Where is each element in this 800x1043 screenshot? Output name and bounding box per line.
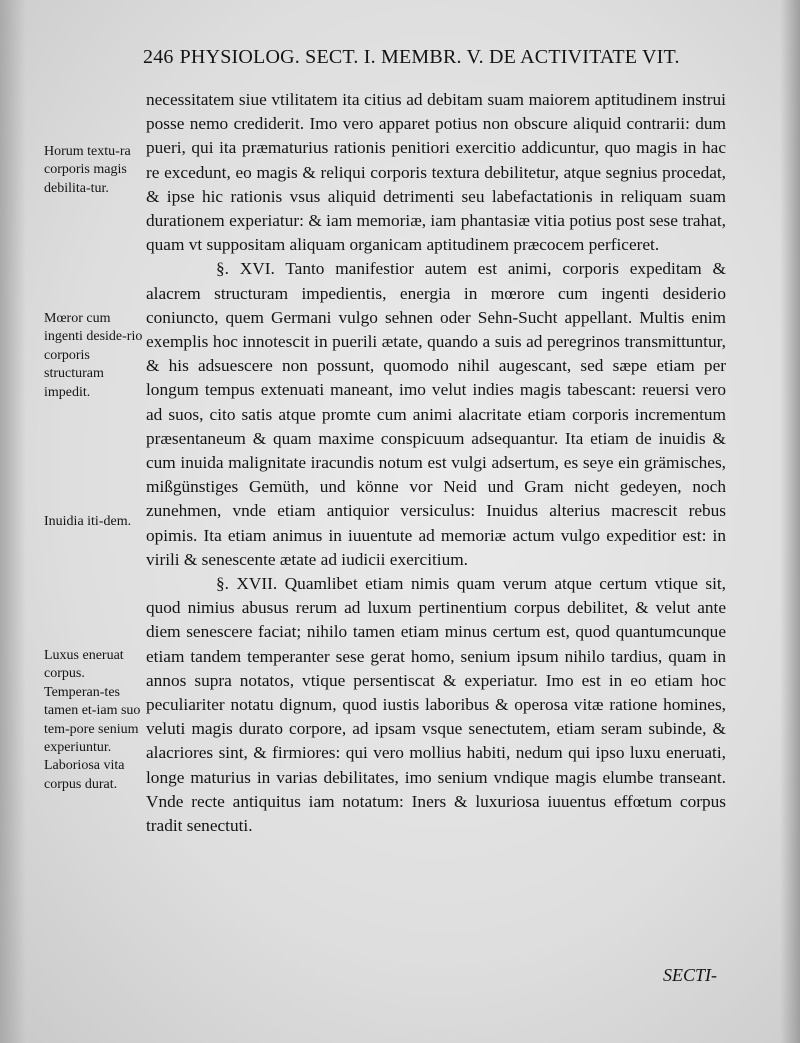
margin-note: Mœror cum ingenti deside-rio corporis structuram impedit.: [44, 311, 143, 400]
margin-note: Luxus eneruat corpus. Temperan-tes tamen et-iam suo tem-pore senium experiuntur. Laboriosa vita corpus durat.: [44, 648, 141, 792]
paragraph: §. XVI. Tanto manifestior autem est animi, corporis expeditam & alacrem structuram impedientis, energia in mœrore cum ingenti desiderio coniuncto, quem Germani vulgo sehnen oder Sehn-Sucht appellant. Multis enim exemplis hoc innotescit in puerili ætate, quando a suis ad peregrinos transmittuntur, & his adsuescere non possunt, quomodo nihil augescant, sed sæpe etiam per longum tempus extenuati maneant, imo velut indies magis tabescant: reuersi vero ad suos, cito satis atque promte cum animi alacritate etiam corporis incrementum præsentaneum & quam maxime conspicuum adsequantur. Ita etiam de inuidis & cum inuida malignitate iracundis notum est vulgi adsertum, es seye ein grämisches, mißgünstiges Gemüth, und könne vor Neid und Gram nicht gedeyen, noch zunehmen, vnde etiam antiquior versiculus: Inuidus alterius macrescit rebus opimis. Ita etiam animus in iuuentute ad memoriæ actum vulgo expeditior est: in virili & senescente ætate ad iudicii exercitium.: [146, 259, 726, 569]
running-header: [143, 46, 718, 69]
catchword: SECTI-: [663, 965, 717, 985]
paragraph: §. XVII. Quamlibet etiam nimis quam verum atque certum vtique sit, quod nimius abusus rerum ad luxum pertinentium corpus debilitet, & velut ante diem senescere faciat; nihilo tamen etiam minus certum est, quod quantumcunque etiam tandem temperanter sese gerat homo, senium ipsum nihilo tardius, quam in annos supra notatos, vtique persentiscat & experiatur. Imo est in eo etiam hoc peculiariter notatu dignum, quod iustis laboribus & operosa vitæ ratione homines, veluti magis durato corpore, ad ipsam vsque senectutem, etiam seram subinde, & alacriores sint, & firmiores: qui vero mollius habiti, nedum qui ipso luxu eneruati, longe maturius in varias debilitates, imo senium vndique magis elumbe transeant. Vnde recte antiquitus iam notatum: Iners & luxuriosa iuuentus effœtum corpus tradit senectuti.: [146, 574, 726, 836]
page-gutter-shadow: [0, 0, 26, 1043]
running-title: PHYSIOLOG. SECT. I. MEMBR. V. DE ACTIVITATE VIT.: [179, 46, 680, 68]
body-text: [146, 88, 726, 838]
page-edge-shadow: [780, 0, 800, 1043]
paragraph: necessitatem siue vtilitatem ita citius ad debitam suam maiorem aptitudinem instrui posse nemo crediderit. Imo vero apparet potius non obscure aliquid contrarii: dum pueri, qui ita præmaturius rationis penitiori exercitio addicuntur, quo magis in hac re excedunt, eo magis & reliqui corporis textura debilitetur, atque segnius procedat, & ipse hic rationis vsus aliquid detrimenti seu labefactationis in reliquam suam durationem experiatur: & iam memoriæ, iam phantasiæ vitia potius post sese trahat, quam vt suppositam aliquam organicam aptitudinem præcocem perficeret.: [146, 90, 726, 255]
margin-note: Horum textu-ra corporis magis debilita-tur.: [44, 144, 131, 196]
margin-note: Inuidia iti-dem.: [44, 514, 132, 529]
page-number: 246: [143, 46, 174, 68]
